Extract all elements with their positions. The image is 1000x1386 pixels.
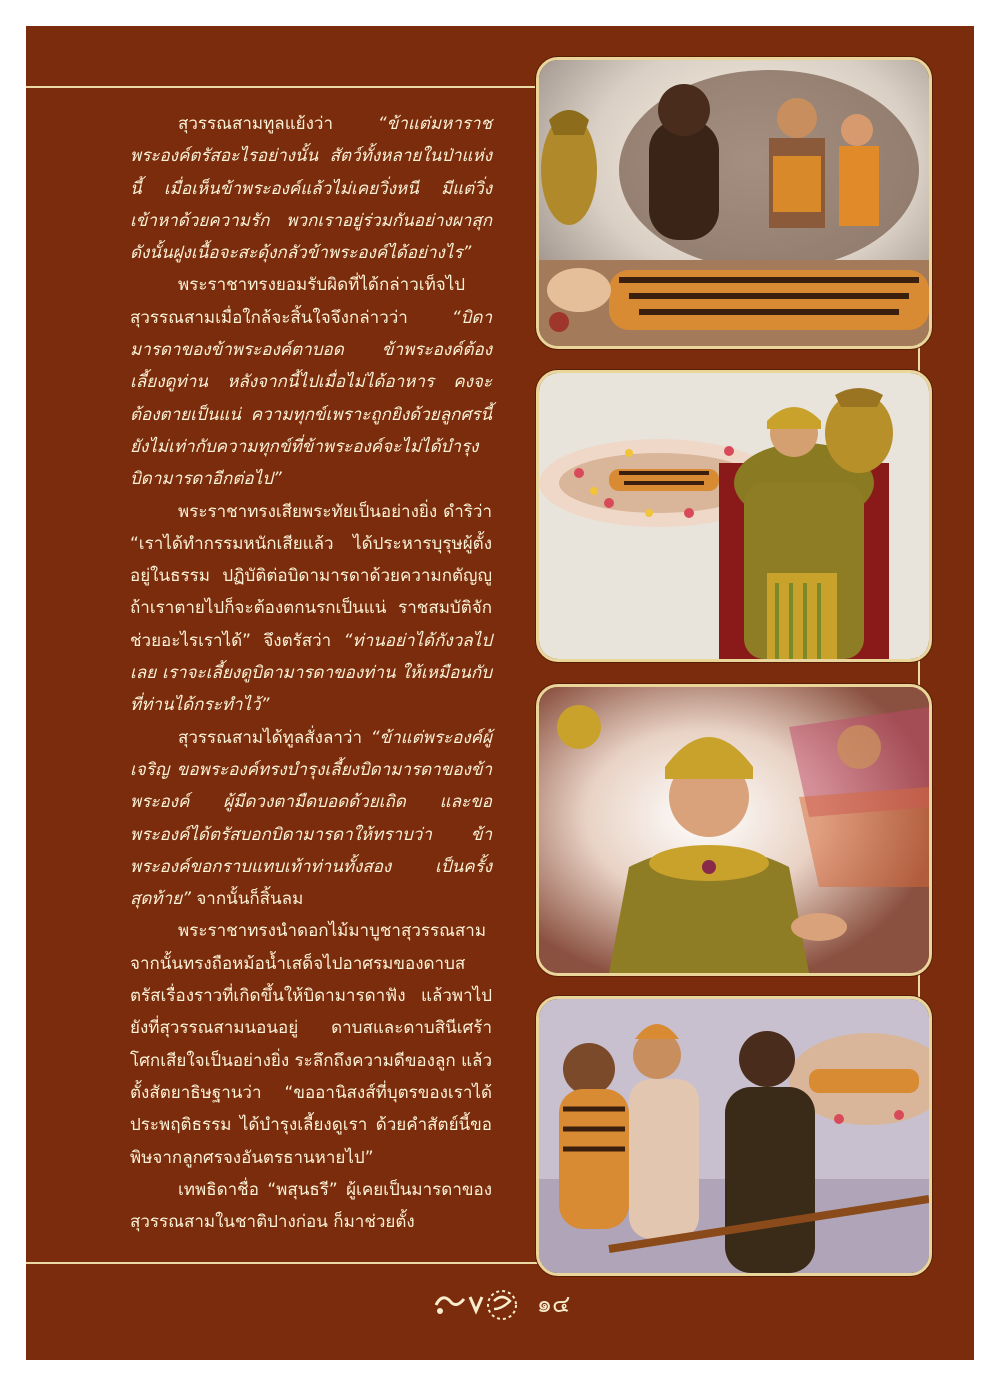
paragraph-4-lead: สุวรรณสามได้ทูลสั่งลาว่า: [178, 727, 371, 748]
illustration-king-carrying-water-pot: [536, 370, 932, 662]
paragraph-4-tail: จากนั้นก็สิ้นลม: [190, 889, 304, 910]
page-footer: [0, 1284, 1000, 1323]
paragraph-1-quote: “ข้าแต่มหาราช พระองค์ตรัสอะไรอย่างนั้น สัตว์ทั้งหลายในป่าแห่งนี้ เมื่อเห็นข้าพระองค์แล้วไม่เคยวิ่งหนี มีแต่วิ่งเข้าหาด้วยความรัก พวกเราอยู่ร่วมกันอย่างผาสุก ดังนั้นฝูงเนื้อจะสะดุ้งกลัวข้าพระองค์ได้อย่างไร”: [130, 114, 492, 264]
paragraph-2-quote: “บิดามารดาของข้าพระองค์ตาบอด ข้าพระองค์ต้องเลี้ยงดูท่าน หลังจากนี้ไปเมื่อไม่ได้อาหาร คงจะต้องตายเป็นแน่ ความทุกข์เพราะถูกยิงด้วยลูกศรนี้ ยังไม่เท่ากับความทุกข์ที่ข้าพระองค์จะไม่ได้บำรุงบิดามารดาอีกต่อไป”: [130, 307, 492, 490]
paragraph-4-quote: “ข้าแต่พระองค์ผู้เจริญ ขอพระองค์ทรงบำรุงเลี้ยงบิดามารดาของข้าพระองค์ ผู้มีดวงตามืดบอดด้วยเถิด และขอพระองค์ได้ตรัสบอกบิดามารดาให้ทราบว่า ข้าพระองค์ขอกราบแทบเท้าท่านทั้งสอง เป็นครั้งสุดท้าย”: [130, 727, 492, 910]
paragraph-5: [130, 915, 492, 1173]
illustration-parents-mourning: [536, 996, 932, 1276]
paragraph-4: [130, 722, 492, 916]
paragraph-6-lead: เทพธิดาชื่อ “พสุนธรี” ผู้เคยเป็นมารดาของสุวรรณสามในชาติปางก่อน ก็มาช่วยตั้ง: [130, 1179, 492, 1233]
publisher-logo-icon: [430, 1287, 526, 1321]
paragraph-1: [130, 108, 492, 269]
paragraph-6: [130, 1174, 492, 1239]
paragraph-2-lead: พระราชาทรงยอมรับผิดที่ได้กล่าวเท็จไป สุวรรณสามเมื่อใกล้จะสิ้นใจจึงกล่าวว่า: [130, 275, 466, 328]
paragraph-3: [130, 496, 492, 722]
paragraph-3-quote: “ท่านอย่าได้กังวลไปเลย เราจะเลี้ยงดูบิดามารดาของท่าน ให้เหมือนกับที่ท่านได้กระทำไว้”: [130, 630, 492, 716]
paragraph-2: [130, 269, 492, 495]
bottom-rule: [26, 1262, 546, 1264]
top-rule: [26, 86, 546, 88]
paragraph-5-lead: พระราชาทรงนำดอกไม้มาบูชาสุวรรณสาม จากนั้นทรงถือหม้อน้ำเสด็จไปอาศรมของดาบส ตรัสเรื่องราวที่เกิดขึ้นให้บิดามารดาฟัง แล้วพาไปยังที่สุวรรณสามนอนอยู่ ดาบสและดาบสินีเศร้าโศกเสียใจเป็นอย่างยิ่ง ระลึกถึงความดีของลูก แล้วตั้งสัตยาธิษฐานว่า “ขออานิสงส์ที่บุตรของเราได้ประพฤติธรรม ได้บำรุงเลี้ยงดูเรา ด้วยคำสัตย์นี้ขอพิษจากลูกศรจงอันตรธานหายไป”: [130, 921, 492, 1168]
paragraph-1-lead: สุวรรณสามทูลแย้งว่า: [178, 114, 378, 134]
paragraph-3-lead: พระราชาทรงเสียพระทัยเป็นอย่างยิ่ง ดำริว่า “เราได้ทำกรรมหนักเสียแล้ว ได้ประหารบุรุษผู้ตั้งอยู่ในธรรม ปฏิบัติต่อบิดามารดาด้วยความกตัญญู ถ้าเราตายไปก็จะต้องตกนรกเป็นแน่ ราชสมบัติจักช่วยอะไรเราได้” จึงตรัสว่า: [130, 501, 492, 651]
illustration-king-and-dying-suvannasama: [536, 57, 932, 349]
story-text: [130, 108, 492, 1238]
illustration-suvannasama-farewell: [536, 684, 932, 976]
page-number: ๑๔: [536, 1290, 571, 1318]
